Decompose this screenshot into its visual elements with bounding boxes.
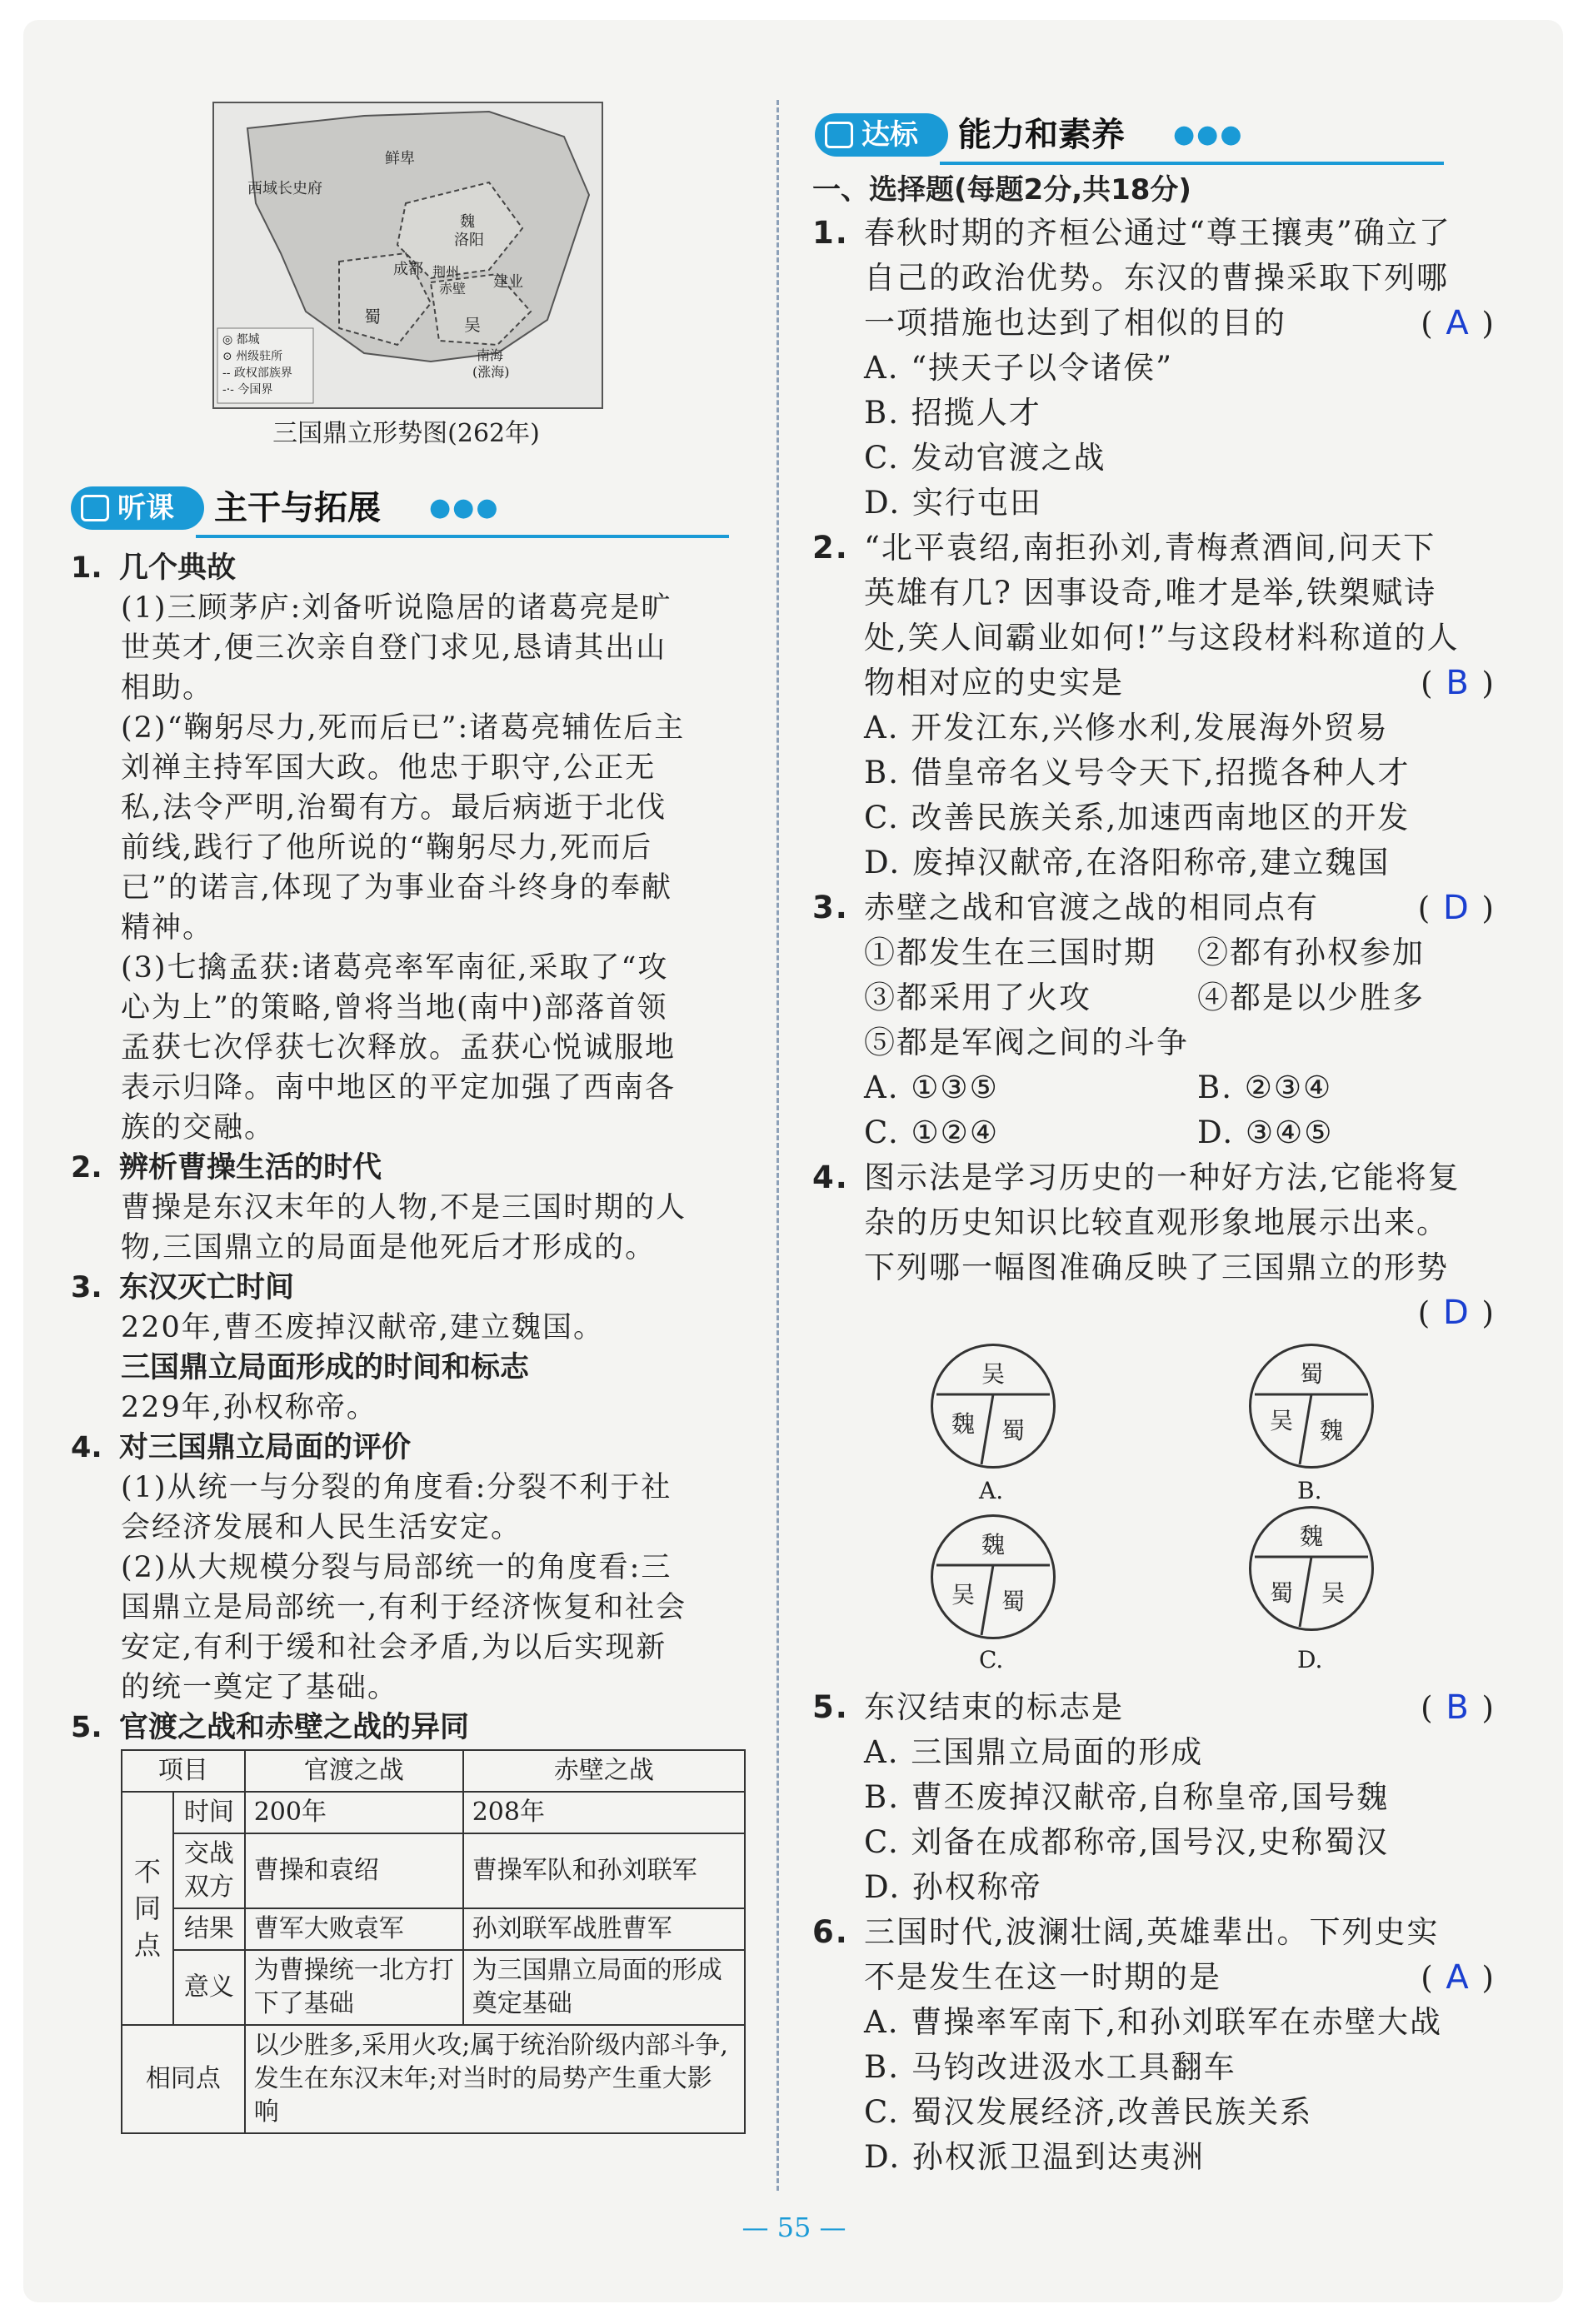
pie-label: 蜀	[1001, 1417, 1026, 1444]
table-row	[122, 1908, 745, 1950]
text-line: (3)七擒孟获:诸葛亮率军南征,采取了“攻	[121, 951, 669, 985]
map-label: 成都	[393, 261, 423, 278]
pie-options	[864, 1335, 1496, 1685]
table-cell: 曹操和袁绍	[245, 1833, 463, 1908]
banner-title: 能力和素养	[958, 116, 1125, 154]
map-label: (涨海)	[472, 364, 510, 380]
row-label: 意义	[173, 1950, 245, 2025]
answer: B	[1446, 1688, 1471, 1727]
pie-label: 魏	[951, 1410, 976, 1438]
item-body	[71, 1468, 754, 1708]
question	[812, 526, 1496, 885]
map-label: 建业	[493, 273, 523, 291]
question	[812, 1155, 1496, 1685]
table-row	[122, 1792, 745, 1833]
answer: A	[1446, 1958, 1471, 1997]
text-line: 世英才,便三次亲自登门求见,恳请其出山	[121, 631, 667, 665]
option: D. 孙权派卫温到达夷洲	[864, 2139, 1205, 2175]
pie-caption: D.	[1297, 1646, 1323, 1673]
text-line: 精神。	[121, 911, 214, 945]
text-line: 国鼎立是局部统一,有利于经济恢复和社会	[121, 1591, 687, 1624]
banner-title: 主干与拓展	[214, 489, 381, 527]
map-label: 南海	[477, 347, 504, 363]
pie-caption: C.	[979, 1646, 1004, 1673]
question-stem: 东汉结束的标志是	[864, 1689, 1124, 1725]
question-stem: 处,笑人间霸业如何!”与这段材料称道的人	[864, 620, 1460, 656]
question-stem: 图示法是学习历史的一种好方法,它能将复	[864, 1160, 1461, 1195]
question	[812, 885, 1496, 1155]
text-line: 相助。	[121, 671, 214, 705]
map-label: 赤壁	[439, 281, 467, 297]
item-heading: 4. 对三国鼎立局面的评价	[71, 1431, 412, 1464]
text-line: 物,三国鼎立的局面是他死后才形成的。	[121, 1231, 657, 1264]
option: C. 蜀汉发展经济,改善民族关系	[864, 2094, 1313, 2130]
option: D. 孙权称帝	[864, 1869, 1042, 1905]
text-line: 心为上”的策略,曾将当地(南中)部落首领	[121, 991, 668, 1025]
question-number: 5.	[812, 1689, 849, 1725]
text-line: 的统一奠定了基础。	[121, 1671, 399, 1704]
text-line: 族的交融。	[121, 1111, 276, 1145]
pie-label: 蜀	[1300, 1360, 1324, 1388]
item-subheading: 三国鼎立局面形成的时间和标志	[121, 1351, 530, 1384]
question-stem: 春秋时期的齐桓公通过“尊王攘夷”确立了	[864, 215, 1451, 251]
question	[812, 1685, 1496, 1910]
three-kingdoms-map	[212, 102, 603, 409]
map-legend: ◎ 都城 ⊙ 州级驻所 -- 政权部族界 -·- 今国界	[222, 333, 292, 396]
left-items	[71, 548, 754, 1748]
table-cell: 以少胜多,采用火攻;属于统治阶级内部斗争,发生在东汉末年;对当时的局势产生重大影响	[245, 2025, 745, 2133]
table-cell: 208年	[463, 1792, 745, 1833]
question-stem: 赤壁之战和官渡之战的相同点有	[864, 890, 1319, 925]
column-divider	[777, 100, 779, 2191]
table-row	[122, 1833, 745, 1908]
same-label: 相同点	[122, 2025, 245, 2133]
text-line: 229年,孙权称帝。	[121, 1391, 377, 1424]
option: C. 刘备在成都称帝,国号汉,史称蜀汉	[864, 1824, 1390, 1860]
comparison-table	[121, 1749, 746, 2134]
pie-label: 吴	[1321, 1579, 1346, 1607]
banner-tag	[815, 113, 948, 157]
option: C. 发动官渡之战	[864, 440, 1106, 476]
text-line: 刘禅主持军国大政。他忠于职守,公正无	[121, 751, 657, 785]
row-label: 交战双方	[173, 1833, 245, 1908]
banner-tag	[71, 486, 204, 530]
map-label: 洛阳	[454, 232, 484, 249]
book-icon	[825, 122, 853, 148]
question-number: 1.	[812, 215, 849, 251]
text-line: 孟获七次俘获七次释放。孟获心悦诚服地	[121, 1031, 677, 1065]
dots-icon: ●●●	[1173, 120, 1244, 149]
pie-label: 魏	[1320, 1417, 1344, 1444]
table-header: 项目	[122, 1750, 245, 1792]
banner-rule	[940, 162, 1444, 165]
question	[812, 211, 1496, 526]
item-body	[71, 1308, 754, 1428]
item-heading: 2. 辨析曹操生活的时代	[71, 1151, 382, 1184]
pie-caption: B.	[1297, 1477, 1322, 1504]
question-stem: 三国时代,波澜壮阔,英雄辈出。下列史实	[864, 1914, 1440, 1950]
statement: ②都有孙权参加	[1197, 935, 1425, 970]
table-cell: 200年	[245, 1792, 463, 1833]
item-heading: 3. 东汉灭亡时间	[71, 1271, 295, 1304]
option: D. 实行屯田	[864, 485, 1042, 521]
answer: D	[1442, 1294, 1471, 1332]
dots-icon: ●●●	[429, 493, 500, 522]
text-line: (1)三顾茅庐:刘备听说隐居的诸葛亮是旷	[121, 591, 672, 625]
item-heading: 5. 官渡之战和赤壁之战的异同	[71, 1711, 470, 1744]
row-label: 结果	[173, 1908, 245, 1950]
table-row	[122, 2025, 745, 2133]
pie-label: 魏	[1300, 1523, 1324, 1550]
item-body	[71, 588, 754, 1148]
table-header: 赤壁之战	[463, 1750, 745, 1792]
diff-label: 不同点	[122, 1792, 173, 2025]
pie-label: 蜀	[1001, 1588, 1026, 1615]
text-line: 私,法令严明,治蜀有方。最后病逝于北伐	[121, 791, 667, 825]
row-label: 时间	[173, 1792, 245, 1833]
option: C. 改善民族关系,加速西南地区的开发	[864, 800, 1411, 835]
question-number: 3.	[812, 890, 849, 925]
section-banner-listen	[71, 483, 729, 536]
pie-caption: A.	[979, 1477, 1004, 1504]
option: A. 曹操率军南下,和孙刘联军在赤壁大战	[864, 2004, 1443, 2040]
question-stem: 下列哪一幅图准确反映了三国鼎立的形势	[864, 1249, 1449, 1285]
table-cell: 为三国鼎立局面的形成奠定基础	[463, 1950, 745, 2025]
statement: ①都发生在三国时期	[864, 935, 1156, 970]
map-legend-item: 都城	[236, 333, 260, 347]
statement: ⑤都是军阀之间的斗争	[864, 1025, 1189, 1060]
option: C. ①②④	[864, 1115, 1000, 1150]
map-legend-item: 今国界	[237, 383, 273, 396]
option: D. 废掉汉献帝,在洛阳称帝,建立魏国	[864, 845, 1391, 880]
answer: A	[1446, 304, 1471, 342]
question-number: 2.	[812, 530, 849, 566]
option: B. 马钧改进汲水工具翻车	[864, 2049, 1236, 2085]
item-body	[71, 1188, 754, 1268]
table-cell: 为曹操统一北方打下了基础	[245, 1950, 463, 2025]
question-stem: 一项措施也达到了相似的目的	[864, 305, 1286, 341]
map-label: 西域长史府	[247, 180, 322, 197]
option: B. 借皇帝名义号令天下,招揽各种人才	[864, 755, 1411, 790]
table-cell: 孙刘联军战胜曹军	[463, 1908, 745, 1950]
map-caption: 三国鼎立形势图(262年)	[272, 419, 540, 448]
question-stem: 杂的历史知识比较直观形象地展示出来。	[864, 1204, 1449, 1240]
pie-label: 吴	[1270, 1407, 1294, 1434]
map-legend-item: 政权部族界	[233, 367, 292, 380]
question-stem: 英雄有几? 因事设奇,唯才是举,铁槊赋诗	[864, 575, 1437, 611]
map-label: 魏	[460, 213, 475, 231]
pie-diagram	[931, 1344, 1056, 1469]
question-list	[812, 169, 1496, 2180]
pie-label: 吴	[951, 1581, 976, 1608]
page-number: — 55 —	[742, 2212, 846, 2243]
item-heading: 1. 几个典故	[71, 551, 237, 585]
book-icon	[81, 495, 109, 521]
question-stem: 物相对应的史实是	[864, 665, 1124, 701]
table-cell: 曹操军队和孙刘联军	[463, 1833, 745, 1908]
option: A. ①③⑤	[864, 1070, 999, 1105]
banner-tag-label: 听课	[117, 491, 174, 525]
question-stem: “北平袁绍,南拒孙刘,青梅煮酒间,问天下	[864, 530, 1436, 566]
pie-label: 魏	[981, 1531, 1006, 1558]
option: A. 开发江东,兴修水利,发展海外贸易	[864, 710, 1389, 746]
text-line: 已”的诺言,体现了为事业奋斗终身的奉献	[121, 871, 673, 905]
answer-bracket: ( D )	[1417, 1294, 1496, 1332]
question-number: 4.	[812, 1160, 849, 1195]
section-banner-standard	[815, 110, 1465, 163]
answer-bracket: ( B )	[1421, 1688, 1496, 1727]
option: A. “挟天子以令诸侯”	[864, 350, 1174, 386]
pie-label: 蜀	[1270, 1579, 1294, 1607]
pie-diagram	[1249, 1506, 1374, 1631]
answer: B	[1446, 664, 1471, 702]
answer-bracket: ( A )	[1421, 1958, 1496, 1997]
text-line: 会经济发展和人民生活安定。	[121, 1511, 522, 1544]
statement: ④都是以少胜多	[1197, 980, 1425, 1015]
answer-bracket: ( D )	[1417, 889, 1496, 927]
answer-bracket: ( A )	[1421, 304, 1496, 342]
option: B. 曹丕废掉汉献帝,自称皇帝,国号魏	[864, 1779, 1390, 1815]
text-line: (2)从大规模分裂与局部统一的角度看:三	[121, 1551, 672, 1584]
statement: ③都采用了火攻	[864, 980, 1091, 1015]
banner-tag-label: 达标	[861, 118, 918, 152]
option: A. 三国鼎立局面的形成	[864, 1734, 1204, 1770]
text-line: 220年,曹丕废掉汉献帝,建立魏国。	[121, 1311, 605, 1344]
pie-diagram	[931, 1514, 1056, 1639]
question	[812, 1910, 1496, 2180]
text-line: (1)从统一与分裂的角度看:分裂不利于社	[121, 1471, 672, 1504]
pie-label: 吴	[981, 1360, 1006, 1388]
map-label: 荆州	[432, 264, 460, 280]
map-label: 鲜卑	[385, 150, 415, 167]
question-stem: 自己的政治优势。东汉的曹操采取下列哪	[864, 260, 1449, 296]
table-row	[122, 1750, 745, 1792]
table-row	[122, 1950, 745, 2025]
text-line: 前线,践行了他所说的“鞠躬尽力,死而后	[121, 831, 653, 865]
map-label: 吴	[464, 315, 481, 335]
question-stem: 不是发生在这一时期的是	[864, 1959, 1221, 1995]
pie-diagram	[1249, 1344, 1374, 1469]
answer-bracket: ( B )	[1421, 664, 1496, 702]
text-line: 表示归降。南中地区的平定加强了西南各	[121, 1071, 677, 1105]
text-line: 安定,有利于缓和社会矛盾,为以后实现新	[121, 1631, 667, 1664]
text-line: 曹操是东汉末年的人物,不是三国时期的人	[121, 1191, 687, 1224]
table-header: 官渡之战	[245, 1750, 463, 1792]
text-line: (2)“鞠躬尽力,死而后已”:诸葛亮辅佐后主	[121, 711, 686, 745]
answer: D	[1442, 889, 1471, 927]
map-legend-item: 州级驻所	[236, 350, 283, 363]
section-title: 一、选择题(每题2分,共18分)	[812, 173, 1191, 207]
option: B. 招揽人才	[864, 395, 1041, 431]
option: B. ②③④	[1197, 1070, 1333, 1105]
option: D. ③④⑤	[1197, 1115, 1334, 1150]
banner-rule	[196, 535, 729, 538]
table-cell: 曹军大败袁军	[245, 1908, 463, 1950]
map-label: 蜀	[364, 307, 381, 327]
question-number: 6.	[812, 1914, 849, 1950]
